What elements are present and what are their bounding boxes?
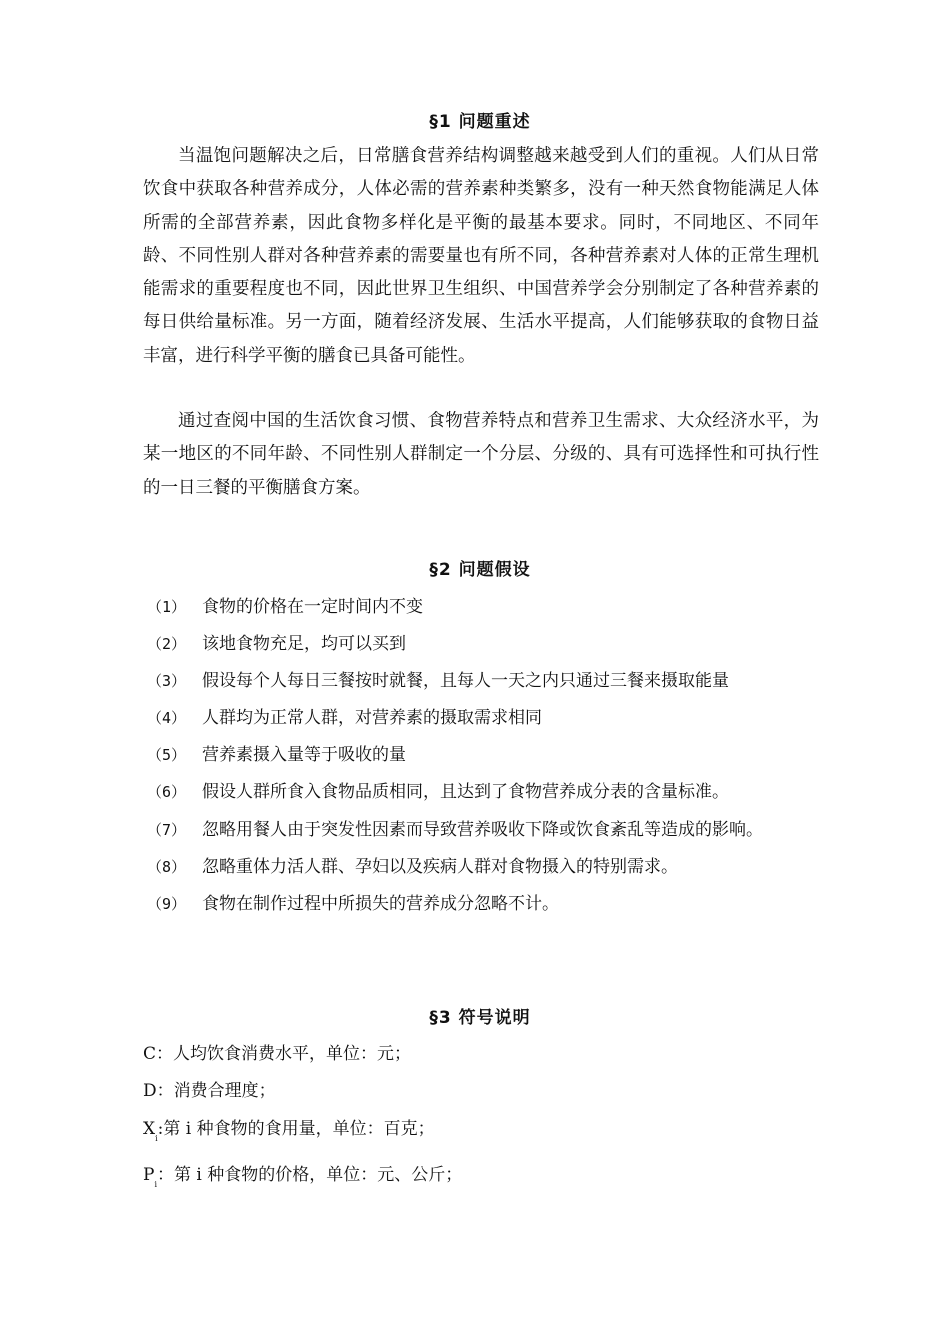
list-number: （3） — [147, 672, 187, 691]
list-item — [147, 663, 823, 700]
list-text: 该地食物充足，均可以买到 — [202, 634, 406, 655]
list-item — [147, 849, 823, 886]
symbol-description: :第 i 种食物的食用量，单位：百克； — [157, 1118, 435, 1139]
list-text: 假设人群所食入食物品质相同，且达到了食物营养成分表的含量标准。 — [202, 782, 729, 803]
list-number: （7） — [147, 820, 187, 839]
list-number: （6） — [147, 783, 187, 802]
list-text: 假设每个人每日三餐按时就餐，且每人一天之内只通过三餐来摄取能量 — [202, 671, 729, 692]
symbol-item — [143, 1111, 819, 1157]
list-item — [147, 589, 823, 626]
list-text: 忽略用餐人由于突发性因素而导致营养吸收下降或饮食紊乱等造成的影响。 — [202, 819, 763, 840]
list-item — [147, 812, 823, 849]
list-number: （5） — [147, 746, 187, 765]
symbol: C — [143, 1044, 157, 1064]
list-text: 人群均为正常人群，对营养素的摄取需求相同 — [202, 708, 542, 729]
symbol-item — [143, 1036, 819, 1073]
symbol-item — [143, 1073, 819, 1110]
section1-title: §1 问题重述 — [429, 112, 531, 132]
list-text: 忽略重体力活人群、孕妇以及疾病人群对食物摄入的特别需求。 — [202, 856, 678, 877]
list-item — [147, 700, 823, 737]
symbol-subscript: i — [154, 1179, 158, 1189]
section2-title: §2 问题假设 — [429, 560, 531, 580]
list-text: 食物在制作过程中所损失的营养成分忽略不计。 — [202, 893, 559, 914]
symbol-subscript: i — [155, 1133, 158, 1143]
section1-paragraph-1: 当温饱问题解决之后，日常膳食营养结构调整越来越受到人们的重视。人们从日常饮食中获取各种营养成分，人体必需的营养素种类繁多，没有一种天然食物能满足人体所需的全部营养素，因此食物多样化是平衡的最基本要求。同时，不同地区、不同年龄、不同性别人群对各种营养素的需要量也有所不同，各种营养素对人体的正常生理机能需求的重要程度也不同，因此世界卫生组织、中国营养学会分别制定了各种营养素的每日供给量标准。另一方面，随着经济发展、生活水平提高，人们能够获取的食物日益丰富，进行科学平衡的膳食已具备可能性。 — [143, 146, 819, 366]
symbol: P — [143, 1164, 155, 1185]
assumptions-list — [147, 589, 823, 923]
list-number: （8） — [147, 857, 187, 876]
section3-title: §3 符号说明 — [429, 1008, 531, 1028]
symbol-item — [143, 1157, 819, 1203]
list-number: （2） — [147, 635, 187, 654]
symbol-description: ：人均饮食消费水平，单位：元； — [156, 1044, 412, 1064]
list-text: 营养素摄入量等于吸收的量 — [202, 745, 406, 766]
list-number: （9） — [147, 894, 187, 913]
symbol: D — [143, 1081, 157, 1102]
list-item — [147, 626, 823, 663]
list-number: （1） — [147, 598, 187, 616]
symbol-description: ：第 i 种食物的价格，单位：元、公斤； — [157, 1164, 463, 1185]
list-text: 食物的价格在一定时间内不变 — [202, 597, 423, 617]
symbols-list — [143, 1036, 819, 1203]
list-item — [147, 886, 823, 923]
symbol-description: ：消费合理度； — [156, 1081, 276, 1102]
section1-paragraph-2: 通过查阅中国的生活饮食习惯、食物营养特点和营养卫生需求、大众经济水平，为某一地区的不同年龄、不同性别人群制定一个分层、分级的、具有可选择性和可执行性的一日三餐的平衡膳食方案。 — [143, 411, 819, 498]
list-item — [147, 737, 823, 774]
list-item — [147, 774, 823, 811]
list-number: （4） — [147, 709, 187, 728]
symbol: X — [143, 1118, 156, 1139]
